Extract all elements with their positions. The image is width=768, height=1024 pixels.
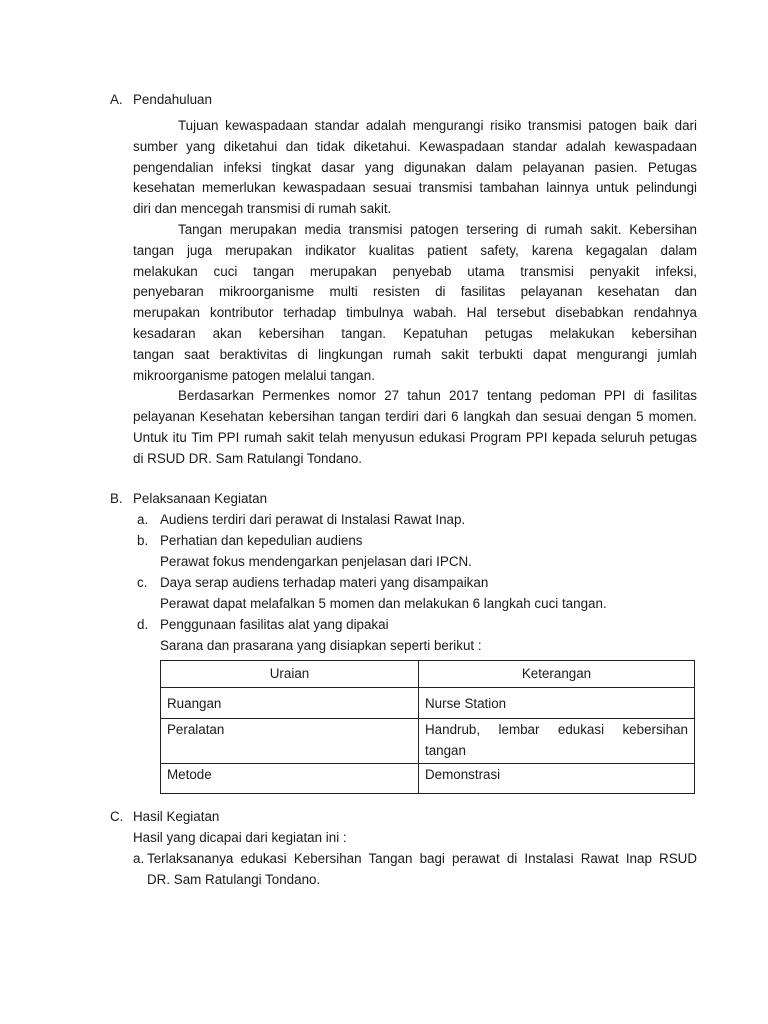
list-item-continuation: DR. Sam Ratulangi Tondano.: [147, 872, 321, 887]
table-row: [161, 688, 695, 719]
paragraph-line: tangan juga merupakan indikator kualitas patient safety, karena kegagalan dalam: [133, 242, 697, 258]
list-item: Daya serap audiens terhadap materi yang disampaikan: [160, 575, 489, 590]
paragraph-line: di RSUD DR. Sam Ratulangi Tondano.: [133, 450, 362, 466]
section-c-letter: C.: [110, 809, 124, 824]
paragraph-line: sumber yang diketahui dan tidak diketahui. Kewaspadaan standar adalah kewaspadaan: [133, 138, 697, 154]
table-cell: Ruangan: [161, 688, 419, 719]
table-header: Uraian: [161, 661, 419, 688]
list-item: Terlaksananya edukasi Kebersihan Tangan bagi perawat di Instalasi Rawat Inap RSUD: [147, 851, 697, 866]
section-b-letter: B.: [110, 491, 123, 506]
list-letter: d.: [137, 617, 149, 632]
paragraph-line: kesehatan memerlukan kewaspadaan sesuai transmisi tambahan lainnya untuk pelindungi: [133, 180, 697, 196]
paragraph-line: mikroorganisme patogen melalui tangan.: [133, 367, 375, 383]
table-cell: Metode: [161, 764, 419, 794]
section-c-title: Hasil Kegiatan: [133, 809, 220, 824]
list-item: Penggunaan fasilitas alat yang dipakai: [160, 617, 389, 632]
facilities-table: [160, 660, 695, 794]
paragraph-line: pengendalian infeksi tingkat dasar yang digunakan dalam pelayanan pasien. Petugas: [133, 159, 697, 175]
paragraph-line: melakukan cuci tangan merupakan penyebab utama transmisi penyakit infeksi,: [133, 263, 697, 279]
paragraph-line: Tangan merupakan media transmisi patogen tersering di rumah sakit. Kebersihan: [178, 222, 697, 237]
table-cell: Nurse Station: [419, 688, 695, 719]
paragraph-line: Tujuan kewaspadaan standar adalah mengurangi risiko transmisi patogen baik dari: [178, 118, 697, 133]
paragraph-line: Berdasarkan Permenkes nomor 27 tahun 2017 tentang pedoman PPI di fasilitas: [178, 388, 697, 404]
table-cell: Handrub, lembar edukasi kebersihan tangan: [419, 719, 695, 764]
paragraph-line: Untuk itu Tim PPI rumah sakit telah menyusun edukasi Program PPI kepada seluruh petugas: [133, 430, 697, 445]
list-item-detail: Perawat fokus mendengarkan penjelasan dari IPCN.: [160, 554, 472, 569]
table-header-row: [161, 661, 695, 688]
section-b-title: Pelaksanaan Kegiatan: [133, 491, 268, 506]
paragraph-line: penyebaran mikroorganisme multi resisten di fasilitas pelayanan kesehatan dan: [133, 284, 697, 300]
table-cell: Demonstrasi: [419, 764, 695, 794]
list-letter: a.: [133, 851, 145, 866]
paragraph-line: merupakan kontributor terhadap timbulnya wabah. Hal tersebut disebabkan rendahnya: [133, 305, 697, 321]
list-item-detail: Sarana dan prasarana yang disiapkan seperti berikut :: [160, 638, 482, 653]
paragraph-line: diri dan mencegah transmisi di rumah sakit.: [133, 201, 392, 217]
section-a-title: Pendahuluan: [133, 92, 212, 107]
section-c-intro: Hasil yang dicapai dari kegiatan ini :: [133, 830, 347, 845]
table-header: Keterangan: [419, 661, 695, 688]
paragraph-line: pelayanan Kesehatan kebersihan tangan terdiri dari 6 langkah dan sesuai dengan 5 momen.: [133, 409, 697, 425]
list-item: Perhatian dan kepedulian audiens: [160, 533, 363, 548]
list-letter: c.: [137, 575, 148, 590]
list-letter: a.: [137, 512, 149, 527]
list-item: Audiens terdiri dari perawat di Instalasi Rawat Inap.: [160, 512, 466, 527]
table-row: [161, 764, 695, 794]
list-item-detail: Perawat dapat melafalkan 5 momen dan melakukan 6 langkah cuci tangan.: [160, 596, 607, 611]
paragraph-line: tangan saat beraktivitas di lingkungan rumah sakit terbukti dapat mengurangi jumlah: [133, 346, 697, 362]
list-letter: b.: [137, 533, 149, 548]
table-row: [161, 719, 695, 764]
paragraph-line: kesadaran akan kebersihan tangan. Kepatuhan petugas melakukan kebersihan: [133, 326, 697, 341]
section-a-letter: A.: [110, 92, 123, 107]
table-cell: Peralatan: [161, 719, 419, 764]
